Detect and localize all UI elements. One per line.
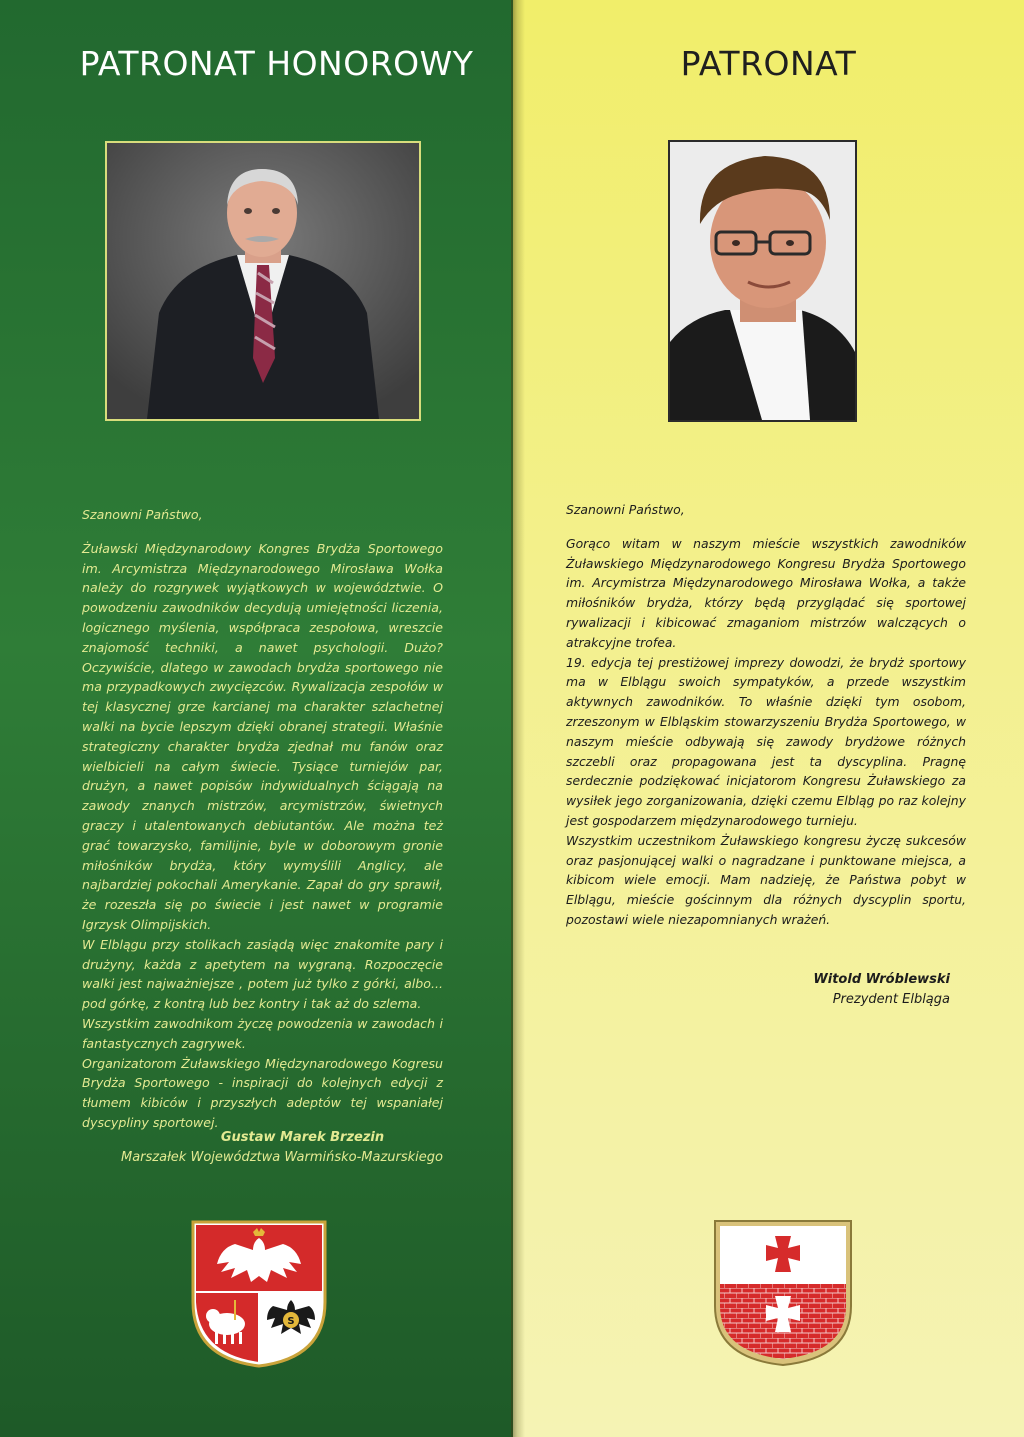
left-greeting: Szanowni Państwo, <box>82 507 203 522</box>
left-letter <box>82 505 443 1133</box>
right-heading: PATRONAT <box>680 44 857 83</box>
left-signature <box>82 1128 443 1168</box>
left-paragraph: Żuławski Międzynarodowy Kongres Brydża Sportowego im. Arcymistrza Międzynarodowego Mirosława Wołka należy do rozgrywek wyjątkowych w województwie. O powodzeniu zawodników decydują umiejętności liczenia, logicznego myślenia, współpraca zespołowa, wreszcie znajomość techniki, a nawet psychologii. Dużo? Oczywiście, dlatego w zawodach brydża sportowego nie ma przypadkowych zwycięzców. Rywalizacja zespołów w tej klasycznej grze karcianej ma charakter szlachetnej walki na bycie lepszym dzięki obranej strategii. Właśnie strategiczny charakter brydża zjednał mu fanów oraz wielbicieli na całym świecie. Tysiące turniejów par, drużyn, a nawet popisów indywidualnych ściągają na zawody znanych mistrzów, arcymistrzów, świetnych graczy i utalentowanych debiutantów. Ale można też grać towarzysko, familijnie, byle w doborowym gronie miłośników brydża, który wymyślili Anglicy, ale najbardziej pokochali Amerykanie. Zapał do gry sprawił, że rozeszła się po świecie i jest nawet w programie Igrzysk Olimpijskich. <box>82 540 443 932</box>
left-paragraph: W Elblągu przy stolikach zasiądą więc znakomite pary i drużyny, każda z apetytem na wygraną. Rozpoczęcie walki jest najważniejsze , potem już tylko z górki, albo... pod górkę, z kontrą lub bez kontry i tak aż do szlema. <box>82 936 443 1012</box>
warmia-masuria-coat-of-arms-icon <box>191 1220 327 1368</box>
right-paragraph: Gorąco witam w naszym mieście wszystkich zawodników Żuławskiego Międzynarodowego Kongresu Brydża Sportowego im. Arcymistrza Międzynarodowego Mirosława Wołka, a także miłośników brydża, którzy będą przyglądać się sportowej rywalizacji i kibicować zmaganiom mistrzów walczących o atrakcyjne trofea. <box>566 535 966 650</box>
left-paragraph: Wszystkim zawodnikom życzę powodzenia w zawodach i fantastycznych zagrywek. <box>82 1015 443 1051</box>
right-paragraph: Wszystkim uczestnikom Żuławskiego kongresu życzę sukcesów oraz pasjonującej walki o nagradzane i punktowane miejsca, a kibicom wiele emocji. Mam nadzieję, że Państwa pobyt w Elblągu, mieście gościnnym dla różnych dyscyplin sportu, pozostawi wiele niezapomnianych wrażeń. <box>566 832 966 927</box>
left-paragraph: Organizatorom Żuławskiego Międzynarodowego Kogresu Brydża Sportowego - inspiracji do kolejnych edycji z tłumem kibiców i przyszłych adeptów tej wspaniałej dyscypliny sportowej. <box>82 1055 443 1130</box>
portrait-photo-right <box>668 140 857 422</box>
column-divider-shadow <box>511 0 525 1437</box>
left-heading: PATRONAT HONOROWY <box>79 44 474 83</box>
right-signature-name: Witold Wróblewski <box>813 972 950 987</box>
right-letter <box>566 500 966 930</box>
svg-text:S: S <box>287 1316 295 1327</box>
left-signature-title: Marszałek Województwa Warmińsko-Mazurskiego <box>120 1150 443 1165</box>
elblag-coat-of-arms-icon <box>712 1218 854 1368</box>
right-greeting: Szanowni Państwo, <box>566 502 685 517</box>
left-signature-name: Gustaw Marek Brzezin <box>220 1130 385 1145</box>
portrait-photo-left <box>105 141 421 421</box>
right-paragraph: 19. edycja tej prestiżowej imprezy dowodzi, że brydż sportowy ma w Elblągu swoich sympatyków, a przede wszystkim aktywnych zawodników. To właśnie dzięki tym osobom, zrzeszonym w Elbląskim stowarzyszeniu Brydża Sportowego, w naszym mieście odbywają się zawody brydżowe różnych szczebli oraz propagowana jest ta dyscyplina. Pragnę serdecznie podziękować inicjatorom Kongresu Żuławskiego za wysiłek jego zorganizowania, dzięki czemu Elbląg po raz kolejny jest gospodarzem międzynarodowego turnieju. <box>566 654 966 828</box>
right-signature-title: Prezydent Elbląga <box>832 992 950 1007</box>
right-signature <box>700 970 950 1010</box>
